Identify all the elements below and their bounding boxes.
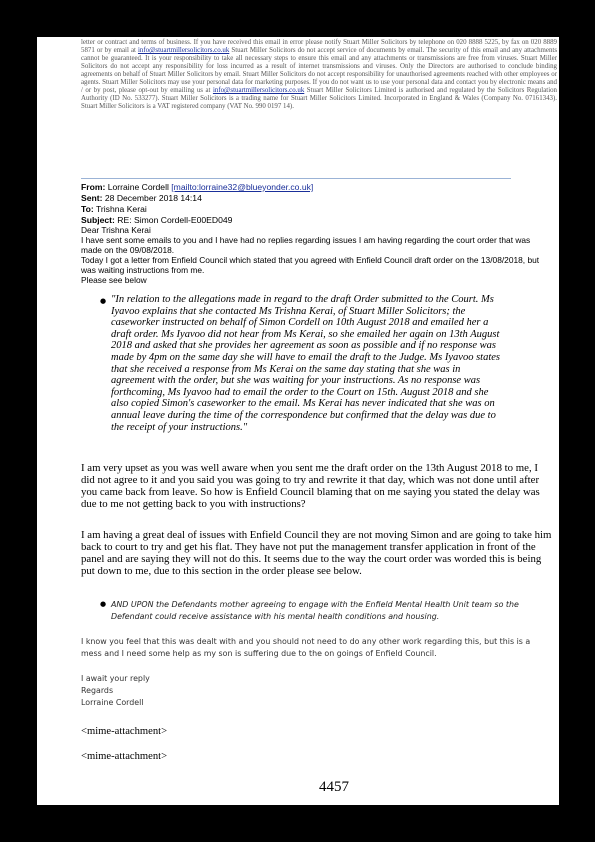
bullet-marker-2: ● <box>100 600 107 608</box>
paragraph-6: I know you feel that this was dealt with and you should not need to do any other work regarding this, but this is a mess and I need some help as my son is suffering due to the on goings of Enfield Council. <box>81 637 531 659</box>
regards: Regards <box>81 686 114 695</box>
email-from-line <box>81 182 313 192</box>
quoted-order-section: AND UPON the Defendants mother agreeing to engage with the Enfield Mental Health Unit team so the Defendant could receive assistance with his mental health conditions and housing. <box>111 600 519 622</box>
subject-label: Subject: <box>81 215 115 225</box>
header-divider <box>81 178 511 179</box>
page-number: 4457 <box>319 779 349 795</box>
paragraph-7: I await your reply <box>81 674 150 683</box>
from-label: From: <box>81 182 106 192</box>
mime-attachment-2[interactable]: <mime-attachment> <box>81 751 168 762</box>
to-label: To: <box>81 204 94 214</box>
document-page <box>37 37 559 805</box>
paragraph-2: Today I got a letter from Enfield Council which stated that you agreed with Enfield Council draft order on the 13/08/2018, but was waiting instructions from me. <box>81 255 540 275</box>
signature: Lorraine Cordell <box>81 698 144 707</box>
to-value: Trishna Kerai <box>95 204 147 214</box>
from-name: Lorraine Cordell <box>107 182 169 192</box>
disclaimer-text <box>81 39 557 111</box>
from-mailto-link[interactable]: [mailto:lorraine32@blueyonder.co.uk] <box>171 182 314 192</box>
disclaimer-email-link-1[interactable]: info@stuartmillersolicitors.co.uk <box>137 47 230 55</box>
mime-attachment-1[interactable]: <mime-attachment> <box>81 726 168 737</box>
paragraph-1: I have sent some emails to you and I have had no replies regarding issues I am having regarding the court order that was made on the 09/08/2018. <box>81 235 531 255</box>
disclaimer-part-2: Stuart Miller Solicitors do not accept service of documents by email. The security of this email and any attachments cannot be guaranteed. It is your responsibility to take all necessary steps to ensure this email and any attachments or transmissions are free from viruses. Stuart Miller Solicitors do not accept any responsibility for loss incurred as a result of internet transmissions and viruses. Only the Directors are authorised to conclude binding agreements on behalf of Stuart Miller Solicitors by email. Stuart Miller Solicitors do not accept responsibility for unauthorised agreements reached with other employees or agents. Stuart Miller Solicitors may use your personal data for marketing purposes. If you do not want us to use your personal data and contact you by electronic means and / or by post, please opt-out by emailing us at <box>81 47 557 95</box>
email-sent-line <box>81 193 202 203</box>
disclaimer-part-1: letter or contract and terms of business. If you have received this email in error please notify Stuart Miller Solicitors by telephone on 020 8888 5225, by fax on 020 8889 5871 or by email at <box>81 39 557 55</box>
quoted-allegation: "In relation to the allegations made in regard to the draft Order submitted to the Court. Ms Iyavoo explains that she contacted Ms Trishna Kerai, of Stuart Miller Solicitors; the caseworker instructed on behalf of Simon Cordell on 10th August 2018 and emailed her a draft order. Ms Iyavoo did not hear from Ms Kerai, so she emailed her again on 13th August 2018 and asked that she provides her agreement as soon as possible and if no response was made by 4pm on the same day she will have to email the draft to the Judge. Ms Iyavoo states that she received a response from Ms Kerai on the same day stating that she was in agreement with the order, but she was waiting for your instructions. As no response was forthcoming, Ms Iyavoo had to email the order to the Court on 15th. August 2018 and she also copied Simon's caseworker to the email. Ms Kerai has never indicated that she was on annual leave during the time of the correspondence but confirmed that the delay was due to the receipt of your instructions." <box>111 294 501 433</box>
disclaimer-part-3: Stuart Miller Solicitors Limited is authorised and regulated by the Solicitors Regulation Authority (ID No. 533277). Stuart Miller Solicitors is a trading name for Stuart Miller Solicitors Limited. Incorporated in England & Wales (Company No. 07161343). Stuart Miller Solicitors is a VAT registered company (VAT No. 990 0197 14). <box>81 87 558 111</box>
subject-value: RE: Simon Cordell-E00ED049 <box>117 215 233 225</box>
email-subject-line <box>81 215 232 225</box>
sent-value: 28 December 2018 14:14 <box>104 193 202 203</box>
paragraph-4: I am very upset as you was well aware when you sent me the draft order on the 13th August 2018 to me, I did not agree to it and you said you was going to try and rewrite it that day, which was not done until after you came back from leave. So how is Enfield Council blaming that on me saying you stated the delay was due to me not getting back to you with instructions? <box>81 462 540 510</box>
paragraph-5: I am having a great deal of issues with Enfield Council they are not moving Simon and are going to take him back to court to try and get his flat. They have not put the management transfer application in front of the panel and are saying they will not do this. It seems due to the way the court order was worded this is being put down to me, due to this section in the order please see below. <box>81 529 552 577</box>
email-to-line <box>81 204 147 214</box>
paragraph-3: Please see below <box>81 275 147 285</box>
greeting: Dear Trishna Kerai <box>81 225 151 235</box>
sent-label: Sent: <box>81 193 103 203</box>
disclaimer-email-link-2[interactable]: info@stuartmillersolicitors.co.uk <box>212 87 305 95</box>
bullet-marker-1: ● <box>100 297 107 305</box>
